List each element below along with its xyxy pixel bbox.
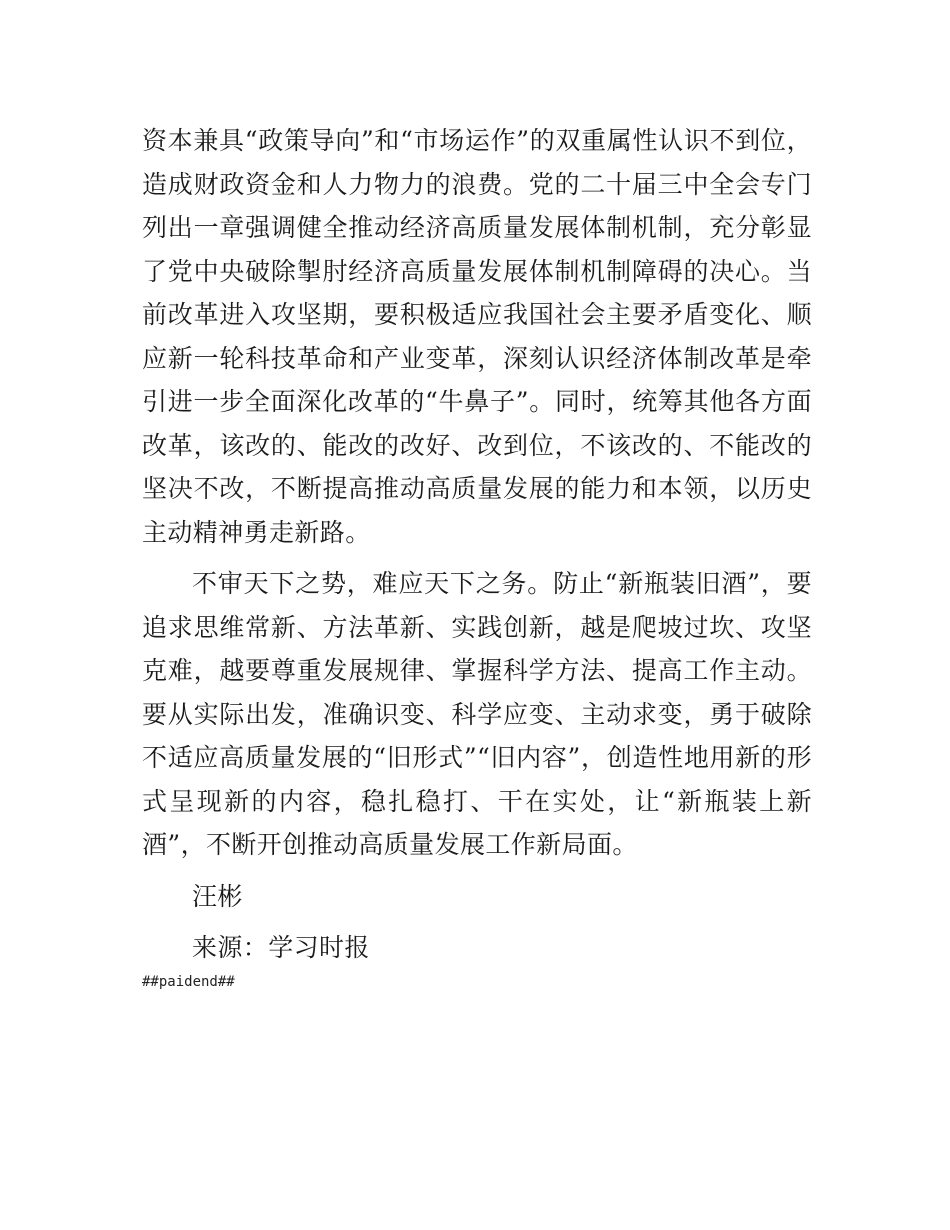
paid-end-marker: ##paidend## <box>142 973 235 990</box>
body-paragraph-1: 资本兼具“政策导向”和“市场运作”的双重属性认识不到位，造成财政资金和人力物力的浪费。党的二十届三中全会专门列出一章强调健全推动经济高质量发展体制机制，充分彰显了党中央破除掣肘经济高质量发展体制机制障碍的决心。当前改革进入攻坚期，要积极适应我国社会主要矛盾变化、顺应新一轮科技革命和产业变革，深刻认识经济体制改革是牵引进一步全面深化改革的“牛鼻子”。同时，统筹其他各方面改革，该改的、能改的改好、改到位，不该改的、不能改的坚决不改，不断提高推动高质量发展的能力和本领，以历史主动精神勇走新路。 <box>142 126 812 547</box>
body-paragraph-2: 不审天下之势，难应天下之务。防止“新瓶装旧酒”，要追求思维常新、方法革新、实践创新，越是爬坡过坎、攻坚克难，越要尊重发展规律、掌握科学方法、提高工作主动。要从实际出发，准确识变、科学应变、主动求变，勇于破除不适应高质量发展的“旧形式”“旧内容”，创造性地用新的形式呈现新的内容，稳扎稳打、干在实处，让“新瓶装上新酒”，不断开创推动高质量发展工作新局面。 <box>142 569 812 859</box>
source-line: 来源：学习时报 <box>192 933 370 962</box>
author-name: 汪彬 <box>192 881 243 911</box>
document-page <box>142 119 812 992</box>
